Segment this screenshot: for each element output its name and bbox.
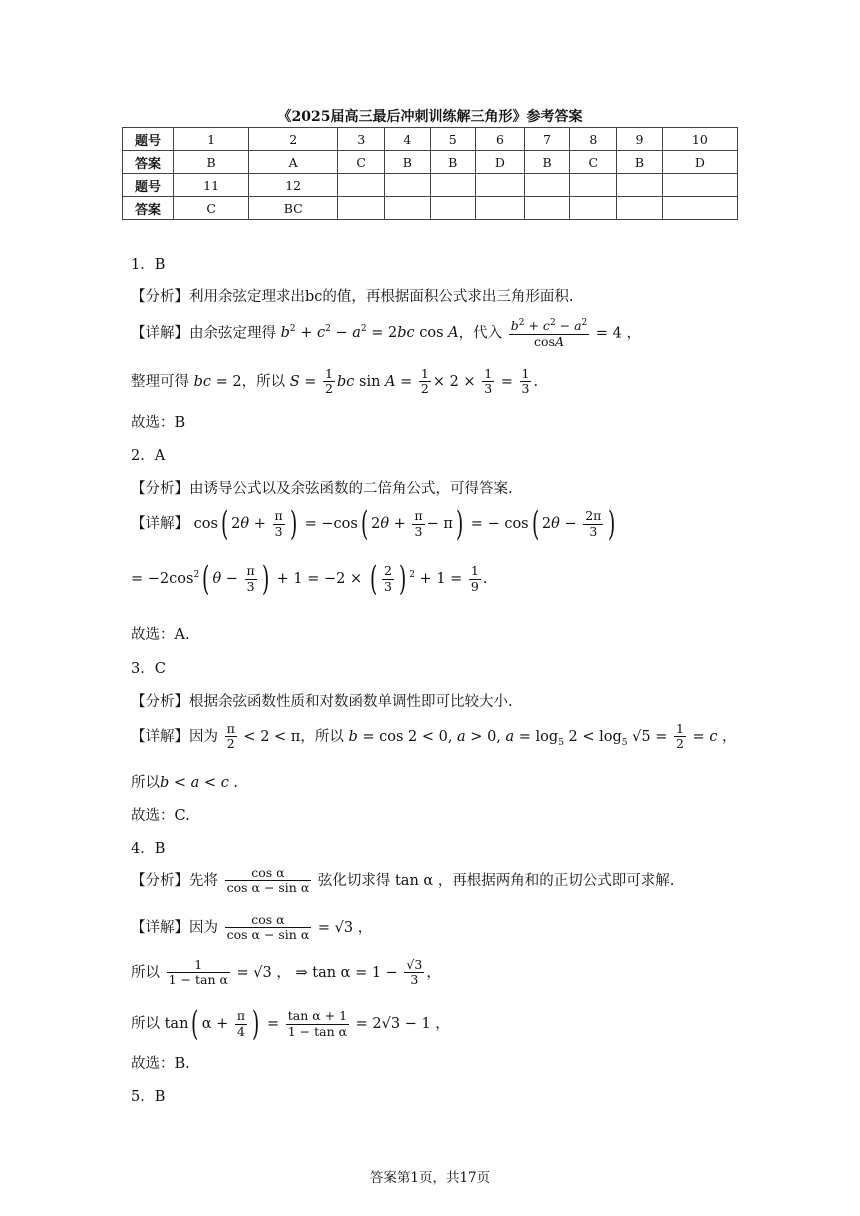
question-3-choice: 故选：C. (131, 808, 190, 824)
detail-text: 由余弦定理得 (189, 325, 276, 342)
question-4-detail (131, 913, 372, 943)
table-cell: B (617, 151, 662, 174)
detail-text: 因为 (189, 919, 218, 936)
detail-label: 【详解】 (131, 516, 189, 532)
question-5-header: 5．B (131, 1089, 166, 1105)
detail-text: ，所以 (241, 373, 286, 390)
table-cell: C (570, 151, 617, 174)
table-cell (617, 197, 662, 220)
detail-label: 【详解】 (131, 728, 189, 745)
formula: cos( 2θ + $\frac{\pi}{3}$ ) = −cos( 2θ + $\frac{\pi}{3}$ − π) = − cos( 2θ − $\frac{2\pi}{3}$ ) (193, 504, 616, 544)
formula: tan( α + $\frac{\pi}{4}$ ) = $\frac{\text{tan α + 1}}{\text{1 − tan α}}$ = 2√3 − 1 ， (164, 1004, 450, 1044)
formula: = √3 ， (313, 919, 373, 936)
analysis-text: 【分析】先将 (131, 872, 218, 889)
table-cell (617, 174, 662, 197)
table-cell: 7 (524, 128, 569, 151)
row-label: 答案 (123, 197, 174, 220)
detail-text: ，所以 (300, 728, 344, 745)
formula: S = $\frac{1}{2}$ bc sin A = $\frac{1}{2}$ × 2 × $\frac{1}{3}$ = $\frac{1}{3}$ . (289, 366, 539, 397)
answer-table (122, 127, 738, 220)
formula: $b^2 + c^2 - a^2 = 2bc$ cos A (280, 324, 459, 342)
table-cell (524, 174, 569, 197)
table-cell: 6 (475, 128, 524, 151)
table-cell: D (662, 151, 737, 174)
question-2-detail-2 (131, 559, 488, 599)
table-cell: 12 (249, 174, 338, 197)
page-footer: 答案第1页，共17页 (369, 1170, 491, 1186)
table-cell (430, 174, 475, 197)
detail-label: 【详解】 (131, 325, 189, 342)
formula: bc = 2 (193, 373, 242, 390)
analysis-text: ，再根据两角和的正切公式即可求解. (437, 872, 675, 889)
formula: b < a < c . (160, 775, 239, 791)
table-cell (570, 174, 617, 197)
table-cell: A (249, 151, 338, 174)
question-2-detail (131, 504, 619, 544)
formula: $\frac{b^2 + c^2 - a^2}{\cos A}$ (510, 318, 588, 349)
table-row (123, 174, 738, 197)
question-4-analysis (131, 866, 674, 896)
table-cell: 11 (174, 174, 249, 197)
question-3-detail-2 (131, 771, 238, 792)
table-row (123, 151, 738, 174)
table-cell: C (338, 151, 385, 174)
table-cell: 5 (430, 128, 475, 151)
formula: $\frac{\pi}{2}$ < 2 < π (226, 721, 301, 752)
detail-text: 所以 (131, 1016, 160, 1032)
question-2-choice: 故选：A. (131, 627, 190, 643)
table-cell: 2 (249, 128, 338, 151)
table-cell: 10 (662, 128, 737, 151)
table-cell: 4 (385, 128, 430, 151)
question-4-header: 4．B (131, 841, 166, 857)
table-cell (662, 197, 737, 220)
table-cell (385, 197, 430, 220)
table-cell: B (174, 151, 249, 174)
table-row (123, 128, 738, 151)
table-cell (430, 197, 475, 220)
table-cell: B (385, 151, 430, 174)
question-4-choice: 故选：B. (131, 1056, 190, 1072)
table-cell: BC (249, 197, 338, 220)
question-1-detail: 【详解】由余弦定理得 $b^2 + c^2 - a^2 = 2bc$ cos A，代入 $\frac{b^2 + c^2 - a^2}{\cos A}$ = 4 ， (131, 318, 641, 349)
formula: tan α (390, 872, 438, 889)
table-cell (524, 197, 569, 220)
table-cell (338, 197, 385, 220)
detail-text: ，代入 (458, 325, 503, 342)
detail-text: 所以 (131, 775, 160, 791)
page-title: 《2025届高三最后冲刺训练解三角形》参考答案 (277, 109, 583, 125)
formula: $\frac{\text{cos α}}{\text{cos α − sin α}}$ (226, 865, 310, 896)
question-1-choice: 故选：B (131, 415, 186, 431)
analysis-text: 弦化切求得 (317, 872, 391, 889)
question-1-header: 1．B (131, 257, 166, 273)
table-cell (475, 174, 524, 197)
detail-label: 【详解】 (131, 919, 189, 936)
question-1-analysis: 【分析】利用余弦定理求出bc的值，再根据面积公式求出三角形面积. (131, 289, 574, 305)
question-3-analysis: 【分析】根据余弦函数性质和对数函数单调性即可比较大小. (131, 694, 513, 710)
row-label: 题号 (123, 174, 174, 197)
table-cell: B (524, 151, 569, 174)
table-cell (338, 174, 385, 197)
question-4-detail-2 (131, 958, 441, 988)
question-4-detail-3 (131, 1004, 450, 1044)
formula: b = cos 2 < 0, a > 0, $a = \log_5 2 < \log_5 √5$ = $\frac{1}{2}$ = c ， (348, 721, 737, 752)
table-cell: 1 (174, 128, 249, 151)
detail-text: 整理可得 (131, 373, 189, 390)
formula: = $-2\cos^2$( θ − $\frac{\pi}{3}$ ) + 1 = −2 × ( $\frac{2}{3}$ ) $^2$ + 1 = $\frac{1}{9}$ . (131, 559, 488, 599)
question-3-detail (131, 722, 737, 752)
question-2-header: 2．A (131, 448, 166, 464)
question-1-detail-2 (131, 367, 538, 397)
row-label: 答案 (123, 151, 174, 174)
formula: $\frac{1}{\text{1 − tan α}}$ = √3 ， ⇒ tan α = 1 − $\frac{√3}{3}$ ， (168, 957, 441, 988)
table-cell (570, 197, 617, 220)
row-label: 题号 (123, 128, 174, 151)
table-cell: D (475, 151, 524, 174)
detail-text: 因为 (189, 728, 218, 745)
table-cell: B (430, 151, 475, 174)
table-cell: 9 (617, 128, 662, 151)
table-cell: C (174, 197, 249, 220)
table-cell: 3 (338, 128, 385, 151)
detail-text: 所以 (131, 964, 160, 981)
table-cell (385, 174, 430, 197)
table-cell (662, 174, 737, 197)
formula: $\frac{\text{cos α}}{\text{cos α − sin α}}$ (226, 912, 310, 943)
table-row (123, 197, 738, 220)
table-cell (475, 197, 524, 220)
table-cell: 8 (570, 128, 617, 151)
question-3-header: 3．C (131, 661, 166, 677)
question-2-analysis: 【分析】由诱导公式以及余弦函数的二倍角公式，可得答案. (131, 481, 513, 497)
